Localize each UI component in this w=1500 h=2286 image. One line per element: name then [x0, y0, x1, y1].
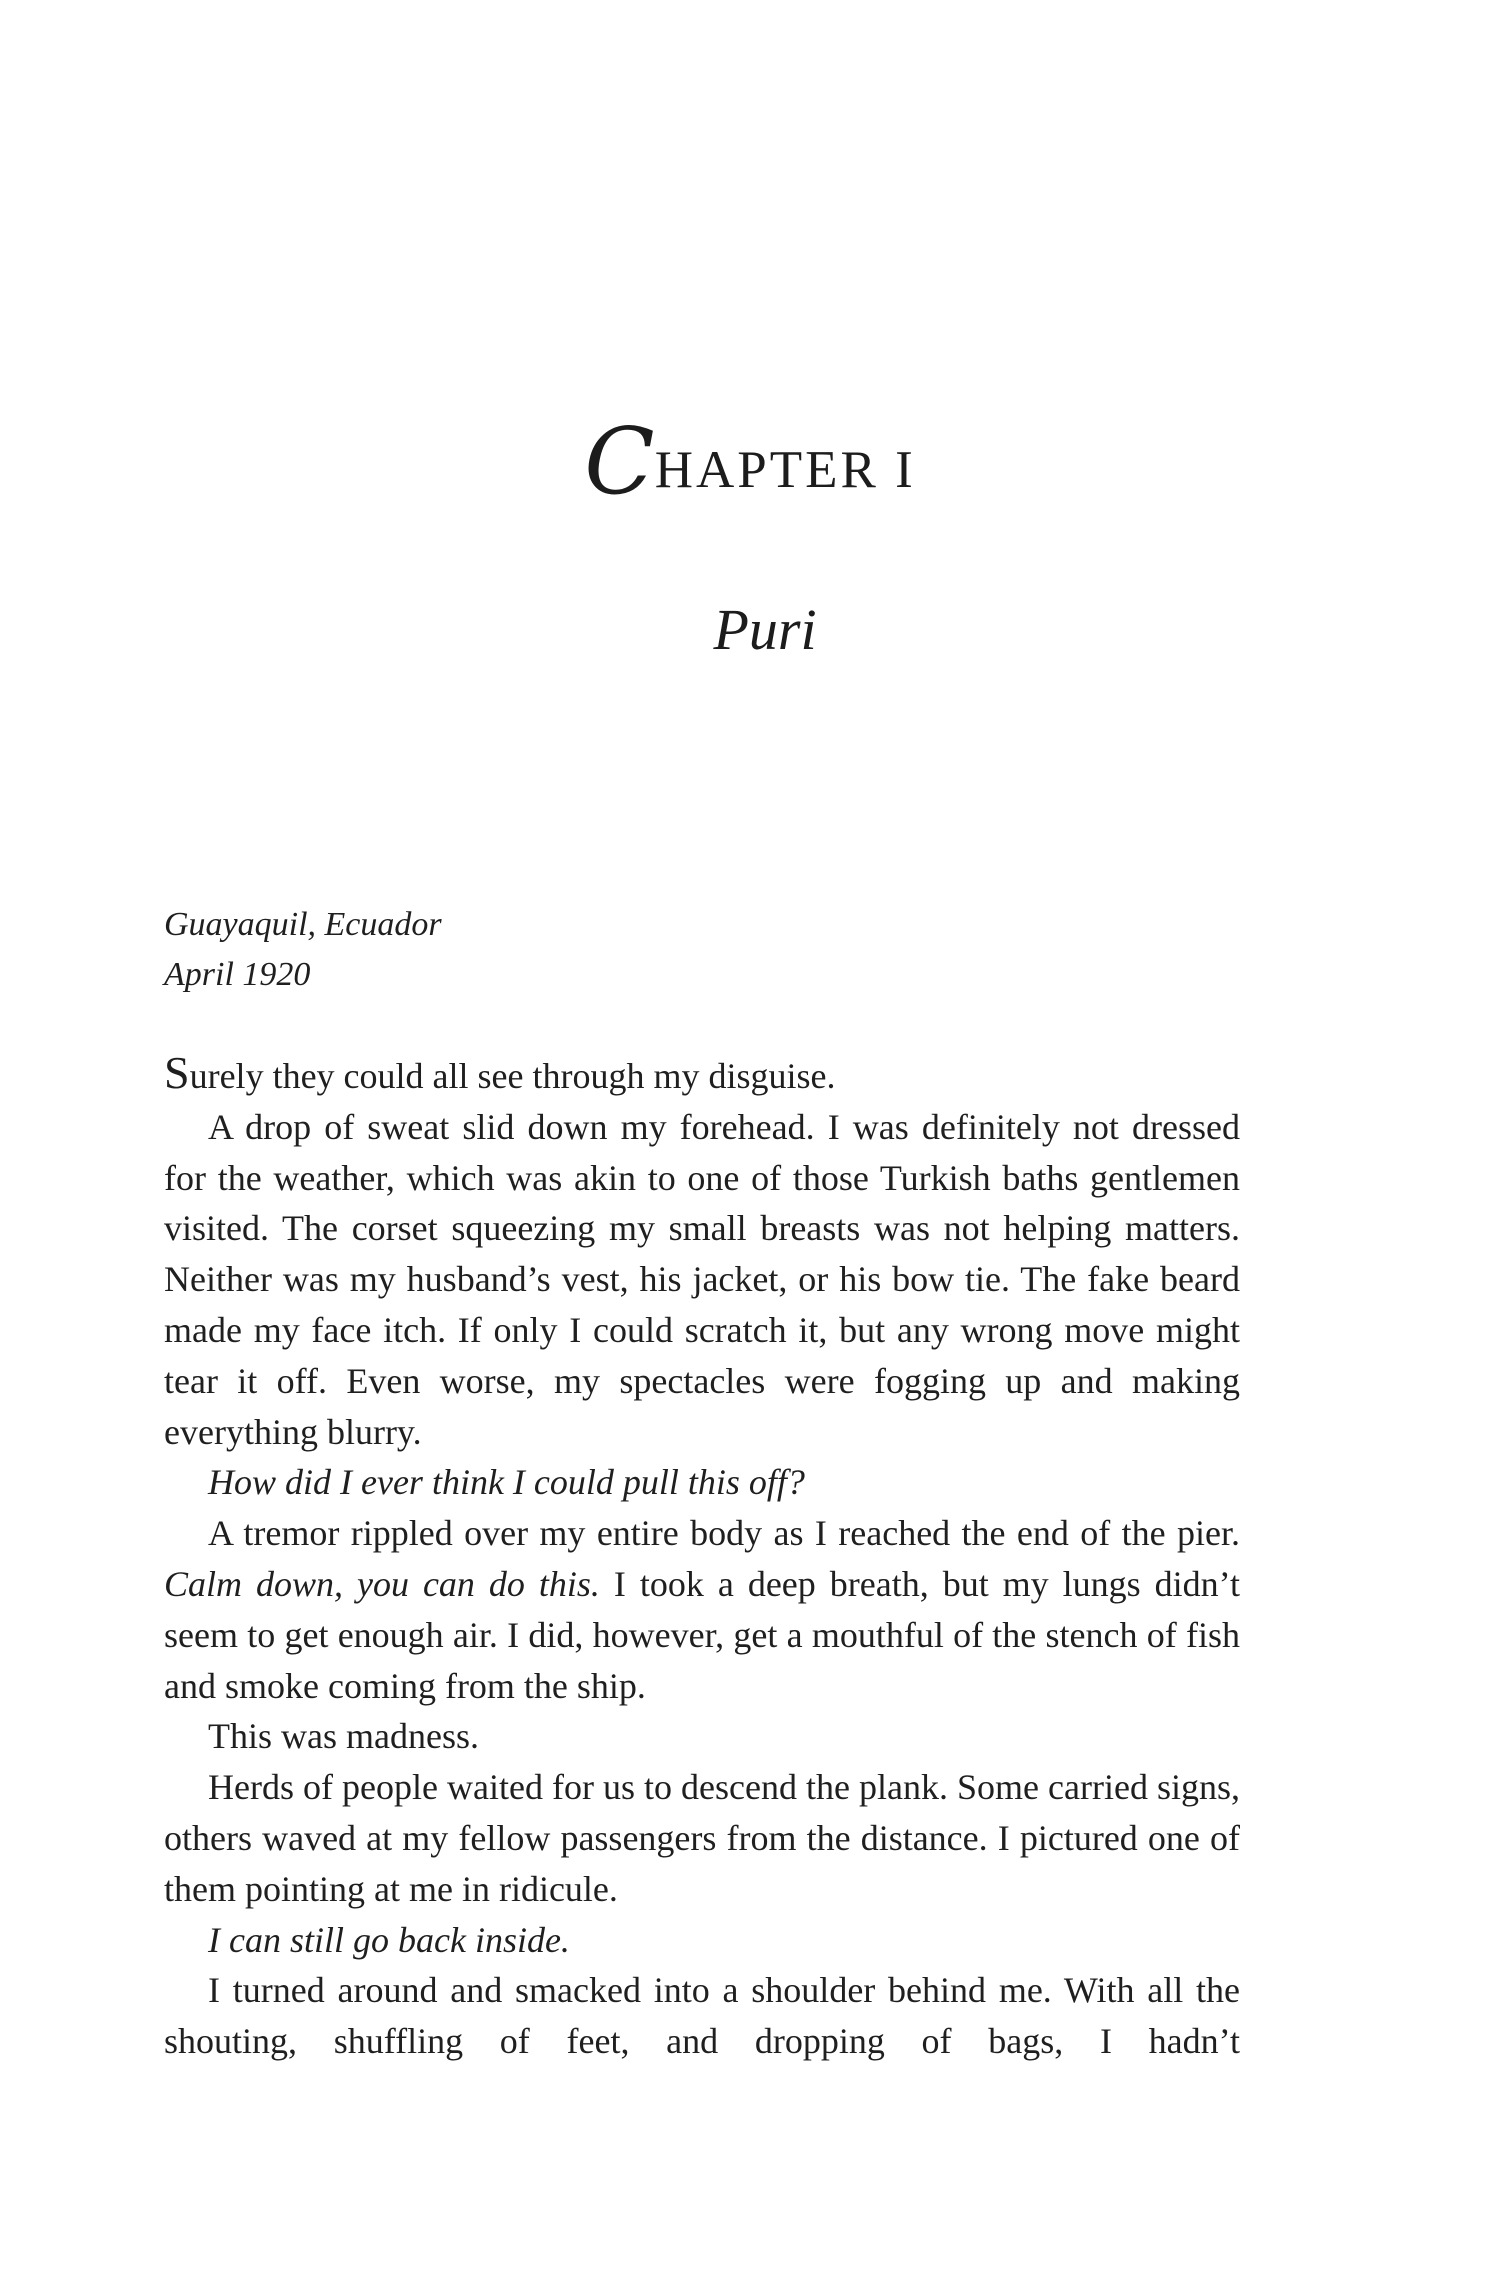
paragraph-italic — [164, 1457, 1240, 1508]
paragraph-text: urely they could all see through my disguise. — [189, 1056, 836, 1096]
paragraph: I turned around and smacked into a shoulder behind me. With all the shouting, shuffling of feet, and dropping of bags, I hadn’t — [164, 1970, 1240, 2062]
paragraph-text: A tremor rippled over my entire body as I reached the end of the pier. — [208, 1513, 1240, 1554]
body-text — [164, 1047, 1241, 2067]
paragraph: Herds of people waited for us to descend the plank. Some carried signs, others waved at my fellow passengers from the distance. I pictured one of them pointing at me in ridicule. — [164, 1767, 1240, 1909]
paragraph-text: I took a deep breath, but my lungs didn’t seem to get enough air. I did, however, get a mouthful of the stench of fish and smoke coming from the ship. — [164, 1563, 1241, 1706]
paragraph — [164, 1047, 1240, 1102]
chapter-title: Puri — [713, 597, 817, 662]
italic-thought: How did I ever think I could pull this off? — [208, 1462, 805, 1503]
paragraph: This was madness. — [208, 1716, 479, 1757]
paragraph — [164, 1508, 1240, 1711]
chapter-heading — [0, 408, 1500, 515]
dateline-place: Guayaquil, Ecuador — [164, 906, 442, 943]
drop-cap: S — [164, 1047, 190, 1098]
paragraph-italic — [164, 1915, 1240, 1966]
italic-thought: I can still go back inside. — [208, 1919, 570, 1960]
italic-thought: Calm down, you can do this. — [164, 1563, 600, 1604]
dateline — [164, 900, 442, 1000]
paragraph: A drop of sweat slid down my forehead. I was definitely not dressed for the weather, which was akin to one of those Turkish baths gentlemen visited. The corset squeezing my small breasts was not helping matters. Neither was my husband’s vest, his jacket, or his bow tie. The fake beard made my face itch. If only I could scratch it, but any wrong move might tear it off. Even worse, my spectacles were fogging up and making everything blurry. — [164, 1106, 1240, 1452]
dateline-date: April 1920 — [164, 956, 311, 993]
chapter-heading-text: HAPTER I — [654, 441, 916, 499]
chapter-heading-initial: C — [584, 408, 655, 515]
